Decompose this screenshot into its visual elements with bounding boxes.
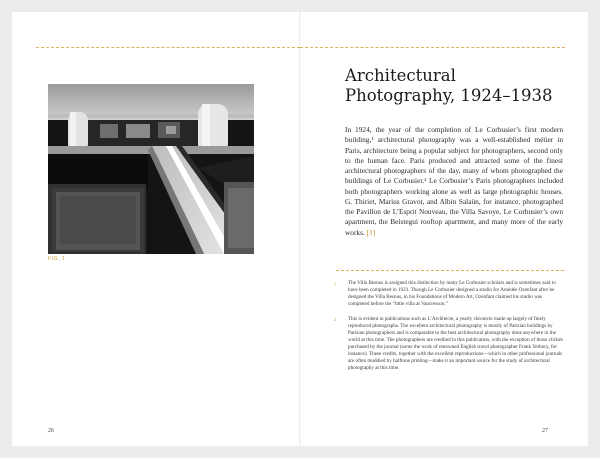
footnote-text: The Villa Besnus is assigned this distinction by many Le Corbusier scholars and is sometimes said to have been completed in 1923. Though Le Corbusier designed a studio for Amédée Ozenfant after he designed the Villa Besnus, in his Foundations of Modern Art, Ozenfant claimed his studio was completed before the “little villa at Vaucresson.” (348, 280, 556, 308)
chapter-title-line-2: Photography, 1924–1938 (345, 86, 553, 105)
top-rule-right (300, 47, 565, 48)
footnote-text: This is evident in publications such as L’Architecte, a yearly chronicle made up largely of finely reproduced photographs. The excellent architectural photography is mostly of Parisian buildings by Parisian photographers and is comparable to the best architectural photography done anywhere in the world at this time. The photographers are credited in this publication, with the exception of those clichés purchased by the journal (some the work of renowned English travel photographer Frank Yerbury, for instance). These credits, together with the excellent reproductions—which in other professional journals are often muddied by halftone printing—make it an important source for the study of architectural photography at this time. (348, 316, 563, 372)
footnote-rule (336, 270, 564, 271)
top-rule-left (36, 47, 300, 48)
body-paragraph (345, 125, 563, 238)
footnote-marker: 1 (334, 281, 336, 286)
reference-link[interactable]: [1] (366, 227, 376, 237)
body-text: In 1924, the year of the completion of Le Corbusier’s first modern building,¹ architectural photography was a well-established métier in Paris, architecture being a popular subject for photographers, second only to the human face. Paris produced and attracted some of the finest architectural photographers of the day, many of whom photographed the buildings of Le Corbusier.² Le Corbusier’s Paris photographers included both photographers working alone as well as large photographic houses. G. Thiriet, Marius Gravot, and Albin Salaün, for instance, photographed the Pavillon de L’Esprit Nouveau, the Villa Savoye, Le Corbusier’s own apartment, the Beistegui rooftop apartment, and many more of the early works. (345, 125, 563, 237)
chapter-title-line-1: Architectural (345, 66, 456, 85)
chapter-title (345, 66, 565, 106)
page-number-left: 26 (48, 428, 54, 434)
book-gutter (299, 12, 301, 446)
architecture-photo (48, 84, 254, 254)
figure-label: FIG. 1 (48, 256, 66, 262)
footnote-marker: 2 (334, 317, 336, 322)
footnote-1 (336, 280, 564, 308)
footnote-2 (336, 316, 564, 372)
page-number-right: 27 (542, 428, 548, 434)
